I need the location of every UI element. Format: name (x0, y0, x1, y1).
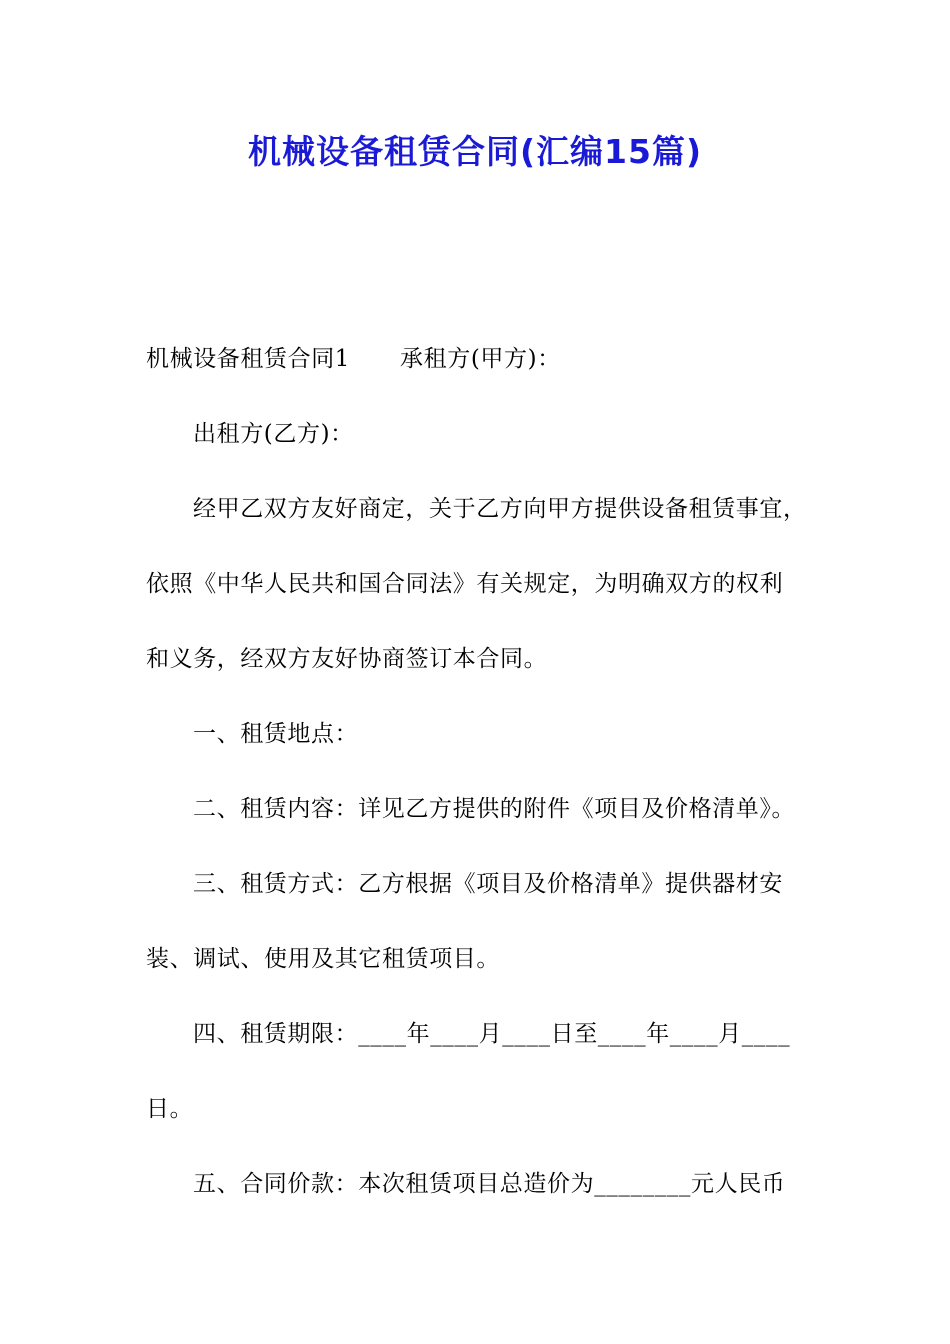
contract-heading: 机械设备租赁合同1 (146, 346, 351, 372)
paragraph-intro-line-2: 依照《中华人民共和国合同法》有关规定，为明确双方的权利 (146, 571, 784, 597)
clause-4-line-2: 日。 (146, 1096, 194, 1122)
paragraph-intro-line-3: 和义务，经双方友好协商签订本合同。 (146, 646, 548, 672)
paragraph-intro-line-1: 经甲乙双方友好商定，关于乙方向甲方提供设备租赁事宜， (193, 496, 807, 522)
lessee-label: 承租方(甲方)： (400, 346, 561, 372)
clause-5-line-1: 五、合同价款：本次租赁项目总造价为________元人民币 (193, 1171, 786, 1197)
document-title: 机械设备租赁合同(汇编15篇) (247, 132, 703, 171)
clause-3-line-2: 装、调试、使用及其它租赁项目。 (146, 946, 500, 972)
clause-1: 一、租赁地点： (193, 721, 359, 747)
clause-4-line-1: 四、租赁期限：____年____月____日至____年____月____ (193, 1021, 791, 1047)
paragraph-lessor: 出租方(乙方)： (193, 421, 354, 447)
paragraph-line-1 (146, 341, 816, 377)
clause-2: 二、租赁内容：详见乙方提供的附件《项目及价格清单》。 (193, 796, 796, 822)
clause-3-line-1: 三、租赁方式：乙方根据《项目及价格清单》提供器材安 (193, 871, 783, 897)
